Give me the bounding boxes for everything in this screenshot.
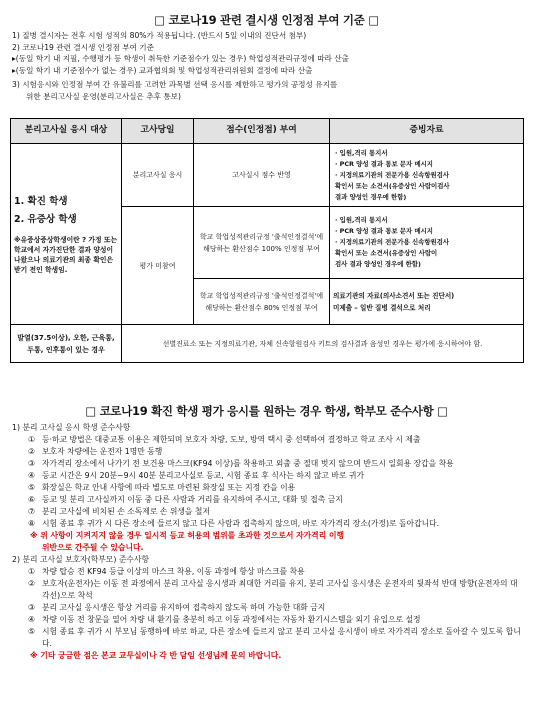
rule-number: ④ <box>28 615 35 624</box>
rule-item <box>12 434 522 446</box>
row3-score: 학교 학업성적관리규정 '출석인정결석'에 해당하는 환산점수 80% 인정점 부여 <box>194 279 330 325</box>
row3-evidence <box>330 279 524 325</box>
note-1: 1) 질병 결시자는 전후 시험 성적의 80%가 적용됩니다. (반드시 5일 이내의 진단서 첨부) <box>12 31 307 40</box>
row2-evidence <box>330 207 524 279</box>
row1-evidence <box>330 144 524 207</box>
criteria-notes <box>12 30 522 102</box>
row1-score: 고사실시 점수 반영 <box>194 144 330 207</box>
rule-text: 자가격리 장소에서 나가기 전 보건용 마스크(KF94 이상)를 착용하고 외출 중 절대 벗지 않으며 반드시 일회용 장갑을 착용 <box>42 459 454 468</box>
rule-text: 분리 고사실에 비치된 손 소독제로 손 위생을 철저 <box>42 507 210 516</box>
evidence-item-1: · PCR 양성 결과 통보 문자 메시지 <box>335 159 433 168</box>
rule-item <box>12 566 522 578</box>
target-cell <box>11 144 122 325</box>
target-note: ※유증상증상학생이란 ? 가정 또는 학교에서 자가진단한 결과 양성이 나왔으나 의료기관의 최종 확인은 받기 전인 학생임. <box>14 236 118 274</box>
evidence-item-2: · 지정의료기관의 전문가용 신속항원검사 <box>335 238 450 246</box>
header-score: 점수(인정점) 부여 <box>194 119 330 144</box>
fever-info: 선별진료소 또는 지정의료기관, 자체 신속항원검사 키트의 검사결과 음성인 경우는 평가에 응시하여야 함. <box>122 325 524 363</box>
section2-warning: ※ 기타 궁금한 점은 본교 교무실이나 각 반 담임 선생님께 문의 바랍니다. <box>30 651 282 660</box>
row1-day: 분리고사실 응시 <box>122 144 194 207</box>
rule-text: 보호자(운전자)는 이동 전 과정에서 분리 고사실 응시생과 최대한 거리를 유지, 분리 고사실 응시생은 운전자의 뒷좌석 반대 방향(운전자의 대각선)으로 착석 <box>42 579 518 600</box>
target-symptomatic: 2. 유증상 학생 <box>14 214 77 225</box>
row3-evidence-b: 미제출 – 일반 질병 결석으로 처리 <box>333 303 431 312</box>
rule-item <box>12 602 522 614</box>
rule-item <box>12 614 522 626</box>
row3-evidence-a: 의료기관의 자료(의사소견서 또는 진단서) <box>333 291 455 300</box>
rule-number: ⑤ <box>28 483 35 492</box>
rule-text: 화장실은 학교 안내 사항에 따라 별도로 마련된 화장실 또는 지정 칸을 이용 <box>42 483 296 492</box>
header-target: 분리고사실 응시 대상 <box>11 119 122 144</box>
rule-item <box>12 458 522 470</box>
rule-number: ③ <box>28 603 35 612</box>
rule-item <box>12 494 522 506</box>
section-title: □ 코로나19 확진 학생 평가 응시를 원하는 경우 학생, 학부모 준수사항 □ <box>85 404 448 418</box>
target-confirmed: 1. 확진 학생 <box>14 196 68 207</box>
header-evidence: 증빙자료 <box>330 119 524 144</box>
rule-text: 시험 종료 후 귀가 시 다른 장소에 들르지 않고 다른 사람과 접촉하지 않으며, 바로 자가격리 장소(가정)로 돌아갑니다. <box>42 519 440 528</box>
rule-item <box>12 506 522 518</box>
rule-item <box>12 578 522 602</box>
rule-text: 분리 고사실 응시생은 항상 거리를 유지하여 접촉하지 않도록 하며 가능한 대화 금지 <box>42 603 326 612</box>
rule-number: ④ <box>28 471 35 480</box>
note-2: 2) 코로나19 관련 결시생 인정점 부여 기준 <box>12 42 154 52</box>
evidence-item-0: · 입원,격리 통지서 <box>335 148 388 157</box>
evidence-item-3: 확인서 또는 소견서(유증상인 사람이 <box>335 249 438 257</box>
rule-number: ⑥ <box>28 495 35 504</box>
evidence-item-0: · 입원,격리 통지서 <box>335 216 388 224</box>
section2-heading: 2) 분리 고사실 보호자(학부모) 준수사항 <box>12 555 149 564</box>
rule-text: 등·하교 방법은 대중교통 이용은 제한되며 보호자 차량, 도보, 방역 택시 중 선택하여 결정하고 학교 조사 시 제출 <box>42 435 421 444</box>
rule-text: 등교 시간은 9시 20분~9시 40분 분리고사실로 등교, 시험 종료 후 식사는 하지 않고 바로 귀가 <box>42 471 365 480</box>
rule-number: ⑧ <box>28 519 35 528</box>
section1-warning-1: ※ 위 사항이 지켜지지 않을 경우 일시적 등교 허용의 범위를 초과한 것으로서 자가격리 이행 <box>30 531 345 540</box>
rule-number: ② <box>28 447 35 456</box>
evidence-item-1: · PCR 양성 결과 통보 문자 메시지 <box>335 227 433 235</box>
fever-label: 발열(37.5이상), 오한, 근육통, 두통, 인후통이 있는 경우 <box>11 325 122 363</box>
section1-heading: 1) 분리 고사실 응시 학생 준수사항 <box>12 423 131 432</box>
rule-text: 보호자 차량에는 운전자 1명만 동행 <box>42 447 163 456</box>
rule-text: 차량 탑승 전 KF94 등급 이상의 마스크 착용, 이동 과정에 항상 마스크를 착용 <box>42 567 305 576</box>
header-day: 고사당일 <box>122 119 194 144</box>
rule-item <box>12 482 522 494</box>
rule-item <box>12 470 522 482</box>
rule-text: 차량 이동 전 창문을 열어 차량 내 환기를 충분히 하고 이동 과정에서는 자동차 환기시스템을 외기 유입으로 설정 <box>42 615 421 624</box>
evidence-item-3: 확인서 또는 소견서(유증상인 사람이검사 <box>335 181 450 190</box>
page-title: □ 코로나19 관련 결시생 인정점 부여 기준 □ <box>154 13 379 27</box>
criteria-table <box>10 118 524 363</box>
note-2a: ▸(동일 학기 내 지필, 수행평가 등 학생이 취득한 기준점수가 있는 경우) 학업성적관리규정에 따라 산출 <box>12 54 349 63</box>
row2-score: 학교 학업성적관리규정 '출석인정결석'에 해당하는 환산점수 100% 인정점 부여 <box>194 207 330 279</box>
note-2b: ▸(동일 학기 내 기준점수가 없는 경우) 교과협의회 및 학업성적관리위원회 결정에 따라 산출 <box>12 65 313 75</box>
rule-number: ③ <box>28 459 35 468</box>
rule-number: ① <box>28 435 35 444</box>
note-3a: 3) 시험응시와 인정점 부여 간 유불리를 고려한 과목별 선택 응시를 제한하고 평가의 공정성 유지를 <box>12 80 338 89</box>
rule-number: ② <box>28 579 35 588</box>
rule-number: ⑤ <box>28 627 35 636</box>
rule-number: ① <box>28 567 35 576</box>
rule-item <box>12 626 522 650</box>
evidence-item-2: · 지정의료기관의 전문가용 신속항원검사 <box>335 170 450 179</box>
evidence-item-4: 결과 양성인 경우에 한함) <box>335 192 407 201</box>
rule-item <box>12 446 522 458</box>
rule-text: 등교 및 분리 고사실까지 이동 중 다른 사람과 거리를 유지하여 주시고, 대화 및 접촉 금지 <box>42 495 343 504</box>
rule-text: 시험 종료 후 귀가 시 부모님 동행하에 바로 하교, 다른 장소에 들르지 않고 분리 고사실 응시생이 바로 자가격리 장소로 돌아갈 수 있도록 합니다. <box>42 627 521 648</box>
evidence-item-4: 검사 결과 양성인 경우에 한함) <box>335 260 421 268</box>
rule-number: ⑦ <box>28 507 35 516</box>
rule-item <box>12 518 522 530</box>
row2-day: 평가 미참여 <box>122 207 194 325</box>
rules-section <box>12 422 522 662</box>
section1-warning-2: 위반으로 간주될 수 있습니다. <box>42 543 144 552</box>
note-3b: 위한 분리고사실 운영(분리고사실은 추후 통보) <box>26 91 181 101</box>
